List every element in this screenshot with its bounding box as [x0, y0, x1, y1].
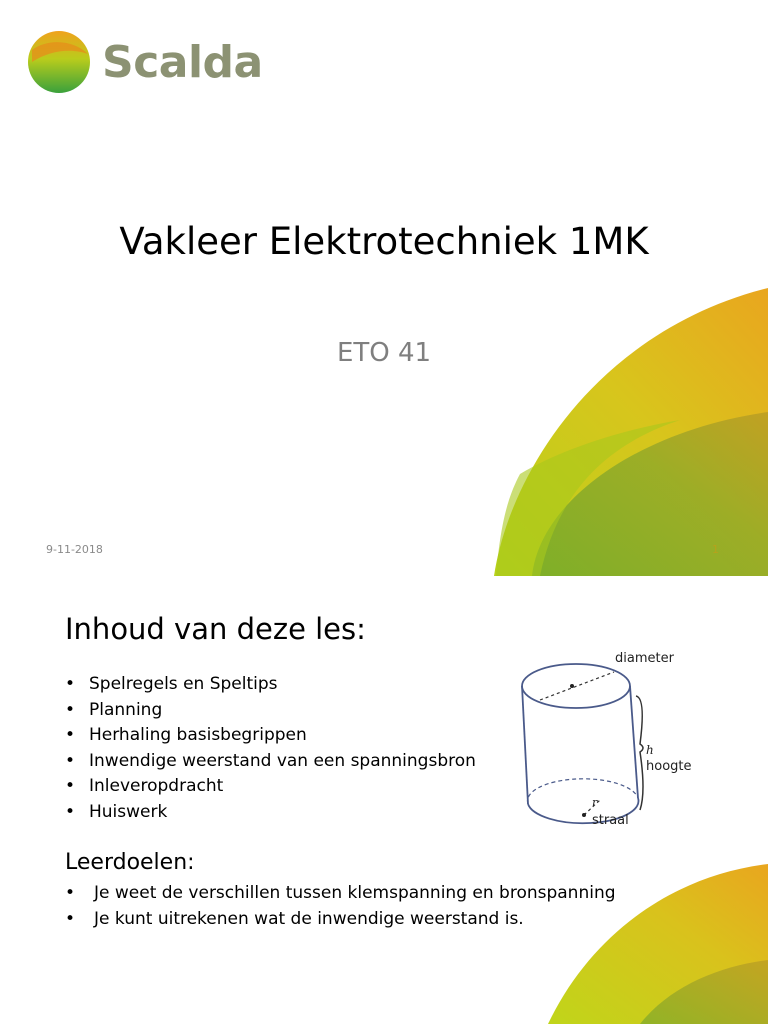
slide-heading: Inhoud van deze les:: [65, 612, 366, 646]
list-item: • Herhaling basisbegrippen: [65, 723, 476, 749]
learning-goals-heading: Leerdoelen:: [65, 850, 195, 875]
list-item: • Spelregels en Speltips: [65, 672, 476, 698]
list-item: • Je kunt uitrekenen wat de inwendige weerstand is.: [65, 906, 616, 932]
h-label: h: [646, 743, 654, 757]
lesson-contents-list: [65, 672, 476, 825]
content-slide: [0, 576, 768, 1024]
diameter-label: diameter: [615, 652, 674, 666]
learning-goals-list: [65, 880, 616, 932]
list-item: • Je weet de verschillen tussen klemspanning en bronspanning: [65, 880, 616, 906]
list-item: • Planning: [65, 698, 476, 724]
logo-wordmark: Scalda: [102, 36, 263, 88]
list-item: • Inleveropdracht: [65, 774, 476, 800]
radius-label: straal: [592, 813, 629, 828]
slide-subtitle: ETO 41: [336, 338, 432, 368]
cylinder-diagram: [510, 652, 700, 842]
footer-date: 9-11-2018: [46, 543, 103, 556]
height-label: hoogte: [646, 759, 692, 774]
scalda-logo: [28, 28, 263, 96]
scalda-logo-mark-icon: [28, 28, 90, 96]
list-item: • Huiswerk: [65, 800, 476, 826]
page-number: 1: [712, 543, 719, 556]
r-label: r: [592, 796, 598, 809]
list-item: • Inwendige weerstand van een spanningsbron: [65, 749, 476, 775]
slide-title: Vakleer Elektrotechniek 1MK: [119, 220, 649, 263]
